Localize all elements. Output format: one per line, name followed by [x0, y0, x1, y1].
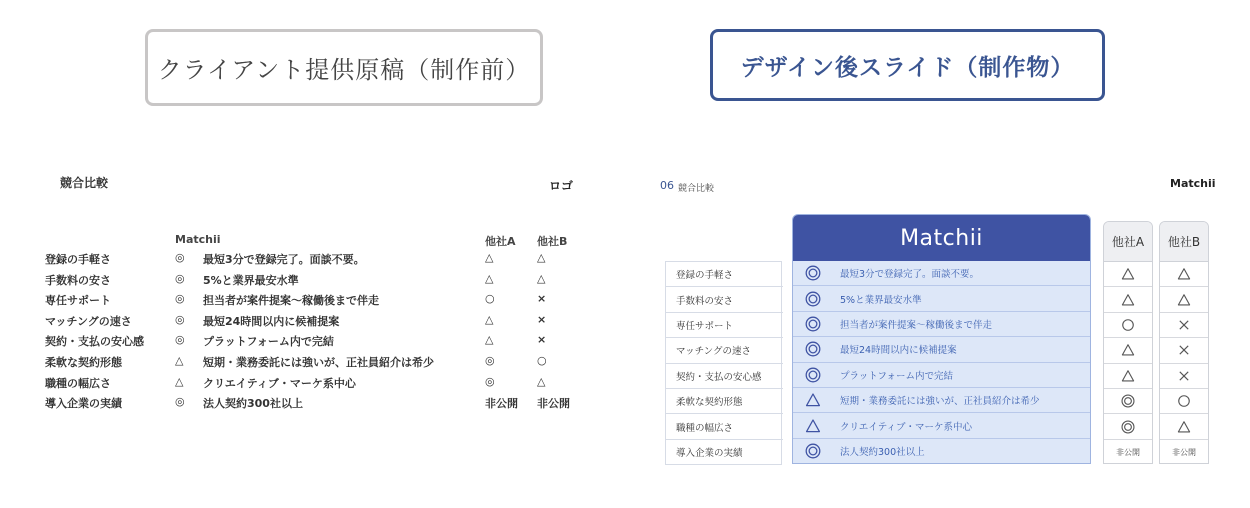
original-row: [0, 313, 600, 333]
double-circle-icon: [805, 443, 821, 459]
matchii-row: [793, 286, 1090, 311]
matchii-mark: [805, 337, 821, 361]
original-a-mark: △: [485, 333, 494, 347]
matchii-row: [793, 261, 1090, 286]
original-a-mark: 非公開: [485, 397, 518, 411]
original-row: [0, 333, 600, 353]
triangle-icon: [1177, 420, 1191, 434]
matchii-row: [793, 388, 1090, 413]
original-matchii-desc: 短期・業務委託には強いが、正社員紹介は希少: [203, 356, 434, 369]
before-header-label: クライアント提供原稿（制作前）: [157, 56, 531, 84]
competitor-a-cell: [1104, 414, 1152, 439]
row-label: 導入企業の実績: [676, 448, 743, 460]
before-header-box: [145, 29, 543, 106]
original-row: [0, 251, 600, 271]
original-a-mark: △: [485, 312, 494, 326]
original-row: [0, 354, 600, 374]
original-matchii-desc: 最短3分で登録完了。面談不要。: [203, 253, 365, 266]
original-row-label: 導入企業の実績: [45, 397, 122, 411]
circle-icon: [1121, 318, 1135, 332]
double-circle-icon: [1121, 420, 1135, 434]
brand-name: Matchii: [1170, 177, 1216, 190]
matchii-desc: プラットフォーム内で完結: [840, 370, 954, 382]
original-matchii-mark: ◎: [175, 312, 185, 326]
matchii-mark: [805, 413, 821, 437]
original-matchii-desc: クリエイティブ・マーケ系中心: [203, 376, 356, 390]
row-label: 専任サポート: [666, 313, 783, 338]
original-matchii-mark: △: [175, 354, 184, 367]
competitor-b-cell: [1160, 313, 1208, 338]
triangle-icon: [805, 418, 821, 434]
original-row: [0, 375, 600, 395]
competitor-b-cell: [1160, 287, 1208, 312]
competitor-b-cell: [1160, 389, 1208, 414]
matchii-mark: [805, 286, 821, 310]
original-row-label: 登録の手軽さ: [45, 253, 111, 266]
slide-title: 競合比較: [678, 184, 715, 194]
competitor-a-cell: [1104, 287, 1152, 312]
competitor-a-header: 他社A: [1104, 222, 1152, 262]
original-matchii-mark: ◎: [175, 333, 185, 347]
original-row: [0, 292, 600, 312]
row-label: マッチングの速さ: [666, 338, 783, 363]
competitor-b-header: 他社B: [1160, 222, 1208, 262]
competitor-a-cell: [1104, 338, 1152, 363]
original-matchii-mark: ◎: [175, 271, 185, 285]
original-matchii-desc: 5%と業界最安水準: [203, 273, 299, 287]
competitor-b-cell: [1160, 338, 1208, 363]
original-matchii-desc: 最短24時間以内に候補提案: [203, 314, 340, 328]
double-circle-icon: [805, 367, 821, 383]
circle-icon: [1177, 394, 1191, 408]
competitor-a-cell: [1104, 364, 1152, 389]
competitor-b-column: [1159, 221, 1209, 464]
original-b-mark: 非公開: [537, 397, 570, 411]
matchii-desc: 担当者が案件提案〜稼働後まで伴走: [840, 319, 993, 331]
triangle-icon: [1177, 267, 1191, 281]
cross-icon: [1177, 318, 1191, 332]
original-row-label: 職種の幅広さ: [45, 376, 111, 390]
after-header-label: デザイン後スライド（制作物）: [740, 54, 1075, 81]
matchii-mark: [805, 261, 821, 285]
double-circle-icon: [1121, 394, 1135, 408]
competitor-b-cell: 非公開: [1172, 447, 1196, 457]
triangle-icon: [805, 392, 821, 408]
competitor-b-cell: [1160, 364, 1208, 389]
original-b-mark: ×: [537, 292, 547, 306]
original-row-label: 契約・支払の安心感: [45, 335, 144, 349]
original-matchii-mark: △: [175, 374, 184, 388]
matchii-desc: クリエイティブ・マーケ系中心: [840, 421, 973, 433]
matchii-mark: [805, 439, 821, 464]
double-circle-icon: [805, 291, 821, 307]
original-matchii-mark: ◎: [175, 395, 185, 409]
matchii-mark: [805, 388, 821, 412]
original-row-label: 手数料の安さ: [45, 273, 111, 287]
competitor-a-cell: [1104, 313, 1152, 338]
competitor-b-cell: [1160, 262, 1208, 287]
original-a-mark: ◎: [485, 354, 495, 367]
matchii-desc: 5%と業界最安水準: [840, 294, 922, 306]
original-b-mark: △: [537, 251, 546, 264]
competitor-b-cell: [1160, 414, 1208, 439]
competitor-a-cell: [1104, 389, 1152, 414]
row-label: 手数料の安さ: [666, 287, 783, 312]
original-row: [0, 395, 600, 415]
matchii-column-header: Matchii: [793, 215, 1090, 261]
original-b-mark: △: [537, 271, 546, 285]
matchii-row: [793, 312, 1090, 337]
triangle-icon: [1121, 369, 1135, 383]
row-label: 柔軟な契約形態: [666, 389, 783, 414]
original-row-label: 専任サポート: [45, 294, 111, 308]
original-matchii-desc: 担当者が案件提案〜稼働後まで伴走: [203, 294, 379, 308]
original-matchii-mark: ◎: [175, 292, 185, 306]
original-b-mark: ×: [537, 333, 547, 347]
original-matchii-desc: プラットフォーム内で完結: [203, 335, 334, 349]
original-a-mark: ○: [485, 292, 495, 306]
matchii-desc: 最短24時間以内に候補提案: [840, 345, 957, 357]
original-b-mark: △: [537, 374, 546, 388]
cross-icon: [1177, 369, 1191, 383]
triangle-icon: [1121, 267, 1135, 281]
original-a-mark: △: [485, 251, 494, 264]
triangle-icon: [1121, 343, 1135, 357]
row-label-column: [665, 261, 782, 465]
row-label: 登録の手軽さ: [666, 262, 783, 287]
section-number: 06: [660, 179, 674, 192]
triangle-icon: [1177, 293, 1191, 307]
matchii-row: [793, 337, 1090, 362]
original-matchii-mark: ◎: [175, 251, 185, 264]
competitor-a-cell: 非公開: [1116, 447, 1140, 457]
original-title: 競合比較: [60, 176, 109, 190]
matchii-row: [793, 363, 1090, 388]
triangle-icon: [1121, 293, 1135, 307]
original-col-matchii: Matchii: [175, 233, 221, 246]
double-circle-icon: [805, 316, 821, 332]
original-b-mark: ○: [537, 354, 547, 367]
row-label: 職種の幅広さ: [666, 414, 783, 439]
matchii-desc: 短期・業務委託には強いが、正社員紹介は希少: [840, 396, 1040, 408]
original-b-mark: ×: [537, 312, 547, 326]
competitor-a-column: [1103, 221, 1153, 464]
original-col-b: 他社B: [537, 235, 568, 248]
matchii-desc: 最短3分で登録完了。面談不要。: [840, 269, 980, 281]
original-row-label: 柔軟な契約形態: [45, 356, 122, 369]
matchii-desc: 法人契約300社以上: [840, 447, 925, 459]
matchii-mark: [805, 312, 821, 336]
original-matchii-desc: 法人契約300社以上: [203, 397, 303, 411]
after-header-box: [710, 29, 1105, 101]
original-col-a: 他社A: [485, 235, 516, 248]
original-a-mark: △: [485, 271, 494, 285]
original-row: [0, 272, 600, 292]
matchii-row: [793, 439, 1090, 464]
matchii-mark: [805, 363, 821, 387]
competitor-a-cell: [1104, 262, 1152, 287]
cross-icon: [1177, 343, 1191, 357]
double-circle-icon: [805, 265, 821, 281]
original-a-mark: ◎: [485, 374, 495, 388]
original-row-label: マッチングの速さ: [45, 314, 132, 328]
double-circle-icon: [805, 341, 821, 357]
matchii-column: [792, 214, 1091, 464]
original-logo-placeholder: ロゴ: [549, 179, 574, 193]
row-label: 契約・支払の安心感: [666, 364, 783, 389]
matchii-row: [793, 413, 1090, 438]
